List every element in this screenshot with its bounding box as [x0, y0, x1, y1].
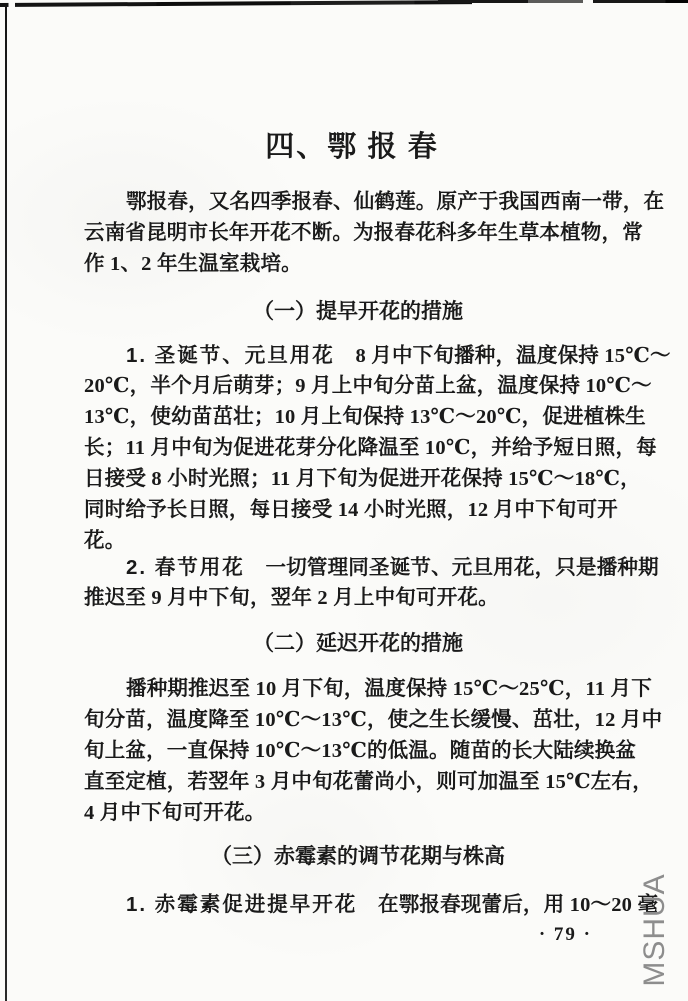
paragraph-christmas-new-year	[84, 340, 671, 557]
paragraph-gibberellin	[84, 889, 659, 920]
run-in-heading: 2. 春节用花	[126, 556, 245, 579]
text-line: 4 月中下旬可开花。	[84, 802, 266, 824]
section-heading-3: （三）赤霉素的调节花期与株高	[211, 845, 505, 868]
page-title: 四、鄂 报 春	[265, 131, 439, 163]
page-number: · 79 ·	[538, 924, 592, 945]
text-line: 花。	[84, 530, 126, 552]
text-line: 作 1、2 年生温室栽培。	[84, 253, 302, 275]
run-in-heading: 1. 赤霉素促进提早开花	[126, 893, 358, 916]
text-run: 一切管理同圣诞节、元旦用花，只是播种期	[244, 557, 659, 579]
text-line: 直至定植，若翌年 3 月中旬花蕾尚小，则可加温至 15℃左右，	[84, 771, 653, 793]
text-line: 长；11 月中旬为促进花芽分化降温至 10℃，并给予短日照，每	[84, 437, 657, 459]
text-line	[84, 889, 659, 920]
text-line: 20℃，半个月后萌芽；9 月上中旬分苗上盆，温度保持 10℃～	[84, 375, 652, 397]
text-run: 在鄂报春现蕾后，用 10～20 毫	[357, 894, 659, 916]
text-run: 8 月中下旬播种，温度保持 15℃～	[334, 345, 671, 367]
run-in-heading: 1. 圣诞节、元旦用花	[126, 344, 335, 367]
scan-edge-left	[5, 4, 7, 1001]
section-heading-1: （一）提早开花的措施	[253, 300, 463, 323]
watermark: MSHUA	[638, 873, 671, 987]
text-line	[84, 340, 671, 371]
text-line	[84, 552, 659, 583]
text-line: 旬分苗，温度降至 10℃～13℃，使之生长缓慢、茁壮，12 月中	[84, 709, 663, 731]
text-line: 日接受 8 小时光照；11 月下旬为促进开花保持 15℃～18℃，	[84, 468, 641, 490]
text-line: 同时给予长日照，每日接受 14 小时光照，12 月中下旬可开	[84, 499, 618, 521]
paragraph-delay-flowering	[84, 674, 663, 829]
text-line: 云南省昆明市长年开花不断。为报春花科多年生草本植物，常	[84, 222, 643, 244]
paragraph-spring-festival	[84, 552, 659, 614]
text-line: 13℃，使幼苗茁壮；10 月上旬保持 13℃～20℃，促进植株生	[84, 406, 646, 428]
text-line: 播种期推迟至 10 月下旬，温度保持 15℃～25℃，11 月下	[126, 678, 652, 700]
text-line: 鄂报春，又名四季报春、仙鹤莲。原产于我国西南一带，在	[126, 191, 665, 213]
section-heading-2: （二）延迟开花的措施	[253, 632, 463, 655]
text-line: 旬上盆，一直保持 10℃～13℃的低温。随苗的长大陆续换盆	[84, 740, 637, 762]
text-line: 推迟至 9 月中下旬，翌年 2 月上中旬可开花。	[84, 587, 499, 609]
paragraph-intro	[84, 187, 665, 280]
